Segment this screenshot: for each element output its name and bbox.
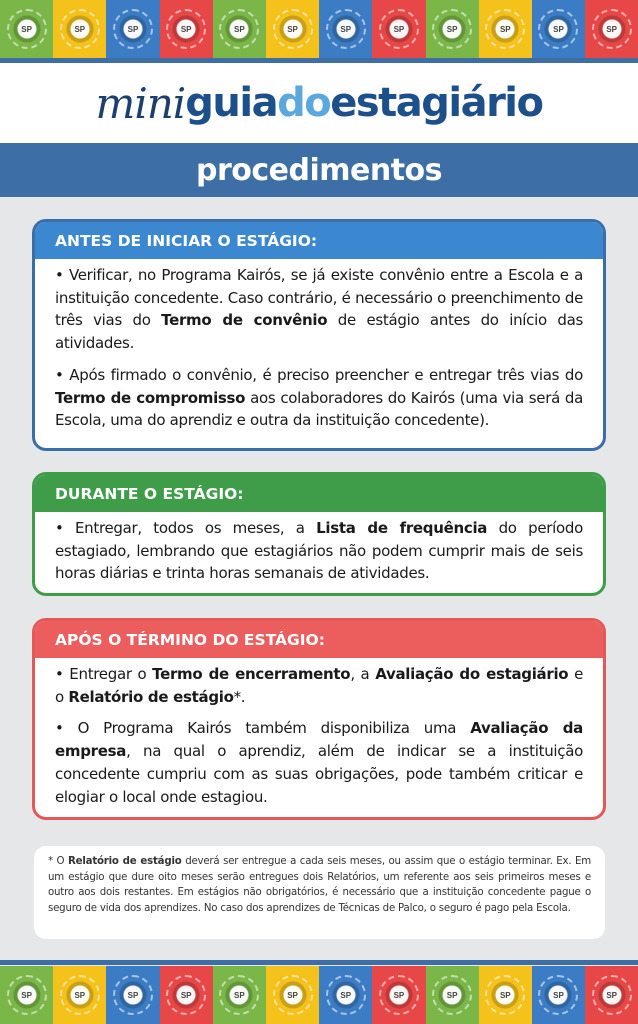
decorative-tile (319, 0, 372, 58)
decorative-tile (585, 966, 638, 1024)
subtitle-text: procedimentos (195, 152, 443, 188)
decorative-tile (53, 0, 106, 58)
footnote-box (34, 846, 605, 939)
decorative-tile (53, 966, 106, 1024)
emblem-icon: SP (113, 975, 153, 1015)
section-antes-paragraph-1: • Verificar, no Programa Kairós, se já existe convênio entre a Escola e a instituição concedente. Caso contrário, é necessário o preenchimento de três vias do Termo de convênio de estágio antes do início das atividades. (55, 266, 584, 353)
bottom-divider-stripe (0, 960, 638, 965)
title-do: do (277, 80, 331, 126)
emblem-icon: SP (592, 975, 632, 1015)
emblem-icon: SP (592, 9, 632, 49)
emblem-icon: SP (485, 975, 525, 1015)
title-guia: guia (185, 80, 278, 126)
decorative-tile (532, 966, 585, 1024)
emblem-icon: SP (166, 9, 206, 49)
decorative-tile (585, 0, 638, 58)
decorative-tile (266, 0, 319, 58)
decorative-tile (372, 0, 425, 58)
section-antes-paragraph-2: • Após firmado o convênio, é preciso preencher e entregar três vias do Termo de compromisso aos colaboradores do Kairós (uma via será da Escola, uma do aprendiz e outra da instituição concedente). (55, 365, 583, 430)
emblem-icon: SP (113, 9, 153, 49)
decorative-tile (0, 966, 53, 1024)
section-antes (32, 219, 606, 451)
title-mini: mini (95, 78, 186, 128)
decorative-tile (0, 0, 53, 58)
emblem-icon: SP (166, 975, 206, 1015)
emblem-icon: SP (273, 9, 313, 49)
section-apos-paragraph-1: • Entregar o Termo de encerramento, a Avaliação do estagiário e o Relatório de estágio*. (55, 665, 584, 706)
decorative-tile (426, 0, 479, 58)
decorative-tile (319, 966, 372, 1024)
decorative-tile (479, 966, 532, 1024)
decorative-tile (426, 966, 479, 1024)
decorative-tile (213, 966, 266, 1024)
section-durante (32, 472, 606, 596)
emblem-icon: SP (485, 9, 525, 49)
section-antes-heading: ANTES DE INICIAR O ESTÁGIO: (35, 222, 603, 259)
emblem-icon: SP (7, 975, 47, 1015)
emblem-icon: SP (326, 975, 366, 1015)
page-title (0, 63, 638, 143)
footnote-text: * O Relatório de estágio deverá ser entregue a cada seis meses, ou assim que o estágio terminar. Ex. Em um estágio que dure oito meses serão entregues dois Relatórios, um referente aos seis primeiros meses e outro aos dois restantes. Em estágios não obrigatórios, é necessário que a instituição concedente pague o seguro de vida dos aprendizes. No caso dos aprendizes de Técnicas de Palco, o seguro é pago pela Escola. (48, 856, 591, 914)
section-apos (32, 618, 606, 820)
decorative-tile (160, 0, 213, 58)
emblem-icon: SP (273, 975, 313, 1015)
decorative-tile (372, 966, 425, 1024)
decorative-tile (106, 966, 159, 1024)
emblem-icon: SP (219, 975, 259, 1015)
emblem-icon: SP (538, 975, 578, 1015)
bottom-decorative-band (0, 966, 638, 1024)
decorative-tile (106, 0, 159, 58)
decorative-tile (479, 0, 532, 58)
section-durante-paragraph-1: • Entregar, todos os meses, a Lista de frequência do período estagiado, lembrando que estagiários não podem cumprir mais de seis horas diárias e trinta horas semanais de atividades. (55, 519, 583, 583)
top-decorative-band (0, 0, 638, 58)
decorative-tile (160, 966, 213, 1024)
emblem-icon: SP (379, 9, 419, 49)
emblem-icon: SP (379, 975, 419, 1015)
emblem-icon: SP (432, 9, 472, 49)
section-apos-heading: APÓS O TÉRMINO DO ESTÁGIO: (35, 621, 603, 658)
section-durante-heading: DURANTE O ESTÁGIO: (35, 475, 603, 512)
decorative-tile (266, 966, 319, 1024)
decorative-tile (213, 0, 266, 58)
emblem-icon: SP (7, 9, 47, 49)
emblem-icon: SP (60, 975, 100, 1015)
emblem-icon: SP (60, 9, 100, 49)
emblem-icon: SP (432, 975, 472, 1015)
subtitle-banner (0, 143, 638, 197)
decorative-tile (532, 0, 585, 58)
emblem-icon: SP (538, 9, 578, 49)
emblem-icon: SP (326, 9, 366, 49)
section-apos-paragraph-2: • O Programa Kairós também disponibiliza uma Avaliação da empresa, na qual o aprendiz, além de indicar se a instituição concedente cumpriu com as suas obrigações, pode também criticar e elogiar o local onde estagiou. (55, 719, 583, 806)
emblem-icon: SP (219, 9, 259, 49)
title-estagiario: estagiário (330, 80, 543, 126)
